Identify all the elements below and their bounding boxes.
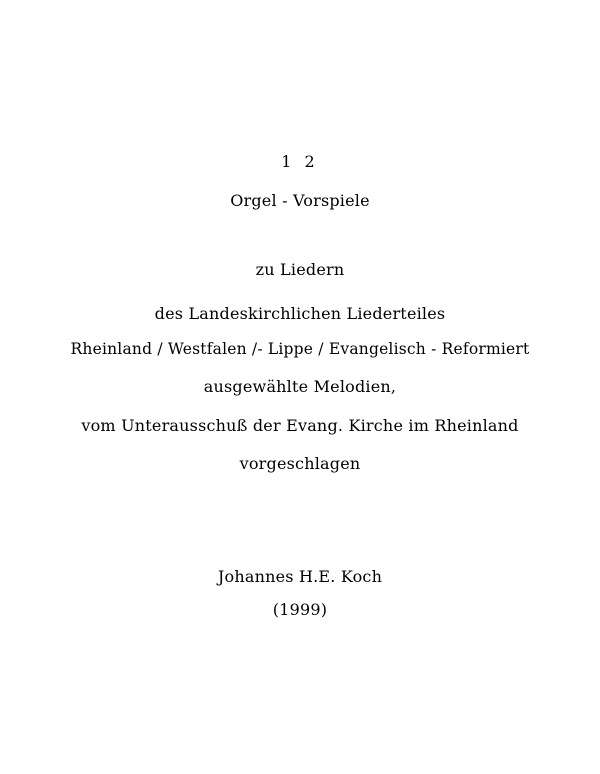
subtitle-line: vorgeschlagen (239, 454, 361, 473)
subtitle-line: Rheinland / Westfalen /- Lippe / Evangelisch - Reformiert (70, 340, 530, 358)
subtitle-line: zu Liedern (255, 260, 345, 279)
collection-number: 1 2 (281, 152, 319, 171)
subtitle-line: vom Unterausschuß der Evang. Kirche im Rheinland (81, 416, 519, 435)
work-title: Orgel - Vorspiele (230, 191, 370, 210)
publication-year: (1999) (272, 600, 328, 619)
subtitle-line: ausgewählte Melodien, (203, 377, 397, 396)
author-name: Johannes H.E. Koch (217, 567, 383, 586)
subtitle-line: des Landeskirchlichen Liederteiles (154, 304, 446, 323)
